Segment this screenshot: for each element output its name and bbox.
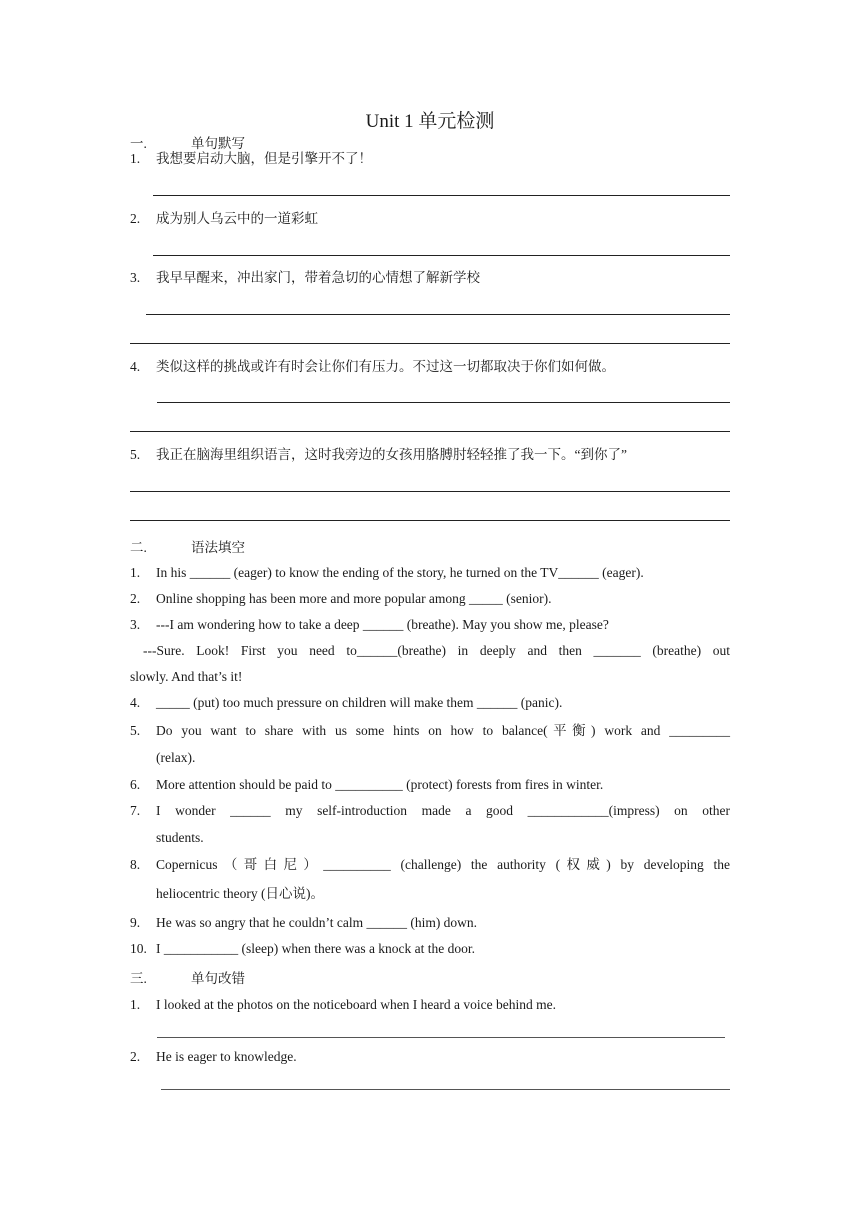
s1-item5-answer-line-1[interactable]	[130, 491, 730, 492]
s2-item9-text: He was so angry that he couldn’t calm ______ (him) down.	[156, 915, 478, 930]
s1-item1-answer-line[interactable]	[153, 195, 730, 196]
s2-item3-number: 3.	[130, 617, 141, 632]
s2-item3-text-line2: ---Sure. Look! First you need to______(breathe) in deeply and then _______ (breathe) out	[143, 643, 730, 658]
s1-item3-text: 我早早醒来，冲出家门，带着急切的心情想了解新学校	[156, 270, 480, 285]
s1-item2-number: 2.	[130, 211, 141, 226]
s2-item7-number: 7.	[130, 803, 141, 818]
page-title: Unit 1 单元检测	[365, 111, 495, 132]
section3-number: 三.	[130, 971, 147, 986]
s2-item10-text: I ___________ (sleep) when there was a knock at the door.	[156, 941, 476, 956]
s1-item5-number: 5.	[130, 447, 141, 462]
s2-item1-number: 1.	[130, 565, 141, 580]
s2-item2-number: 2.	[130, 591, 141, 606]
s2-item1-text: In his ______ (eager) to know the ending of the story, he turned on the TV______ (eager).	[156, 565, 644, 580]
s1-item5-answer-line-2[interactable]	[130, 520, 730, 521]
s1-item3-number: 3.	[130, 270, 141, 285]
s2-item10-number: 10.	[130, 941, 147, 956]
s2-item7-text-line2: students.	[156, 830, 204, 845]
s3-item1-number: 1.	[130, 997, 141, 1012]
s1-item5-text: 我正在脑海里组织语言，这时我旁边的女孩用胳膊肘轻轻推了我一下。“到你了”	[156, 447, 627, 462]
s2-item4-text: _____ (put) too much pressure on children will make them ______ (panic).	[156, 695, 563, 710]
s1-item3-answer-line-2[interactable]	[130, 343, 730, 344]
s3-item2-number: 2.	[130, 1049, 141, 1064]
s2-item5-text: Do you want to share with us some hints on how to balance(平衡) work and _________	[156, 723, 730, 738]
s2-item3-text-line3: slowly. And that’s it!	[130, 669, 243, 684]
s1-item2-answer-line[interactable]	[153, 255, 730, 256]
s3-item1-answer-line[interactable]	[157, 1037, 725, 1038]
s3-item2-text: He is eager to knowledge.	[156, 1049, 297, 1064]
section2-heading: 语法填空	[191, 540, 245, 555]
s3-item1-text: I looked at the photos on the noticeboard when I heard a voice behind me.	[156, 997, 556, 1012]
s2-item4-number: 4.	[130, 695, 141, 710]
s1-item4-answer-line-1[interactable]	[157, 402, 730, 403]
s2-item6-text: More attention should be paid to __________ (protect) forests from fires in winter.	[156, 777, 604, 792]
s1-item4-answer-line-2[interactable]	[130, 431, 730, 432]
s2-item9-number: 9.	[130, 915, 141, 930]
s2-item6-number: 6.	[130, 777, 141, 792]
s1-item3-answer-line-1[interactable]	[146, 314, 730, 315]
s1-item1-number: 1.	[130, 151, 141, 166]
s2-item5-text-line2: (relax).	[156, 750, 196, 765]
s2-item8-number: 8.	[130, 857, 141, 872]
s1-item4-text: 类似这样的挑战或许有时会让你们有压力。不过这一切都取决于你们如何做。	[156, 359, 615, 374]
s1-item2-text: 成为别人乌云中的一道彩虹	[156, 211, 318, 226]
s3-item2-answer-line[interactable]	[161, 1089, 730, 1090]
s1-item4-number: 4.	[130, 359, 141, 374]
s2-item7-text: I wonder ______ my self-introduction made a good ____________(impress) on other	[156, 803, 730, 818]
section3-heading: 单句改错	[191, 971, 245, 986]
section1-number: 一.	[130, 136, 147, 151]
s2-item2-text: Online shopping has been more and more popular among _____ (senior).	[156, 591, 552, 606]
s2-item8-text: Copernicus（哥白尼）__________ (challenge) the authority (权威) by developing the	[156, 857, 730, 872]
s1-item1-text: 我想要启动大脑，但是引擎开不了！	[156, 151, 372, 166]
s2-item3-text: ---I am wondering how to take a deep ______ (breathe). May you show me, please?	[156, 617, 609, 632]
section2-number: 二.	[130, 540, 147, 555]
s2-item8-text-line2: heliocentric theory (日心说)。	[156, 886, 324, 901]
section1-heading: 单句默写	[191, 136, 245, 151]
s2-item5-number: 5.	[130, 723, 141, 738]
